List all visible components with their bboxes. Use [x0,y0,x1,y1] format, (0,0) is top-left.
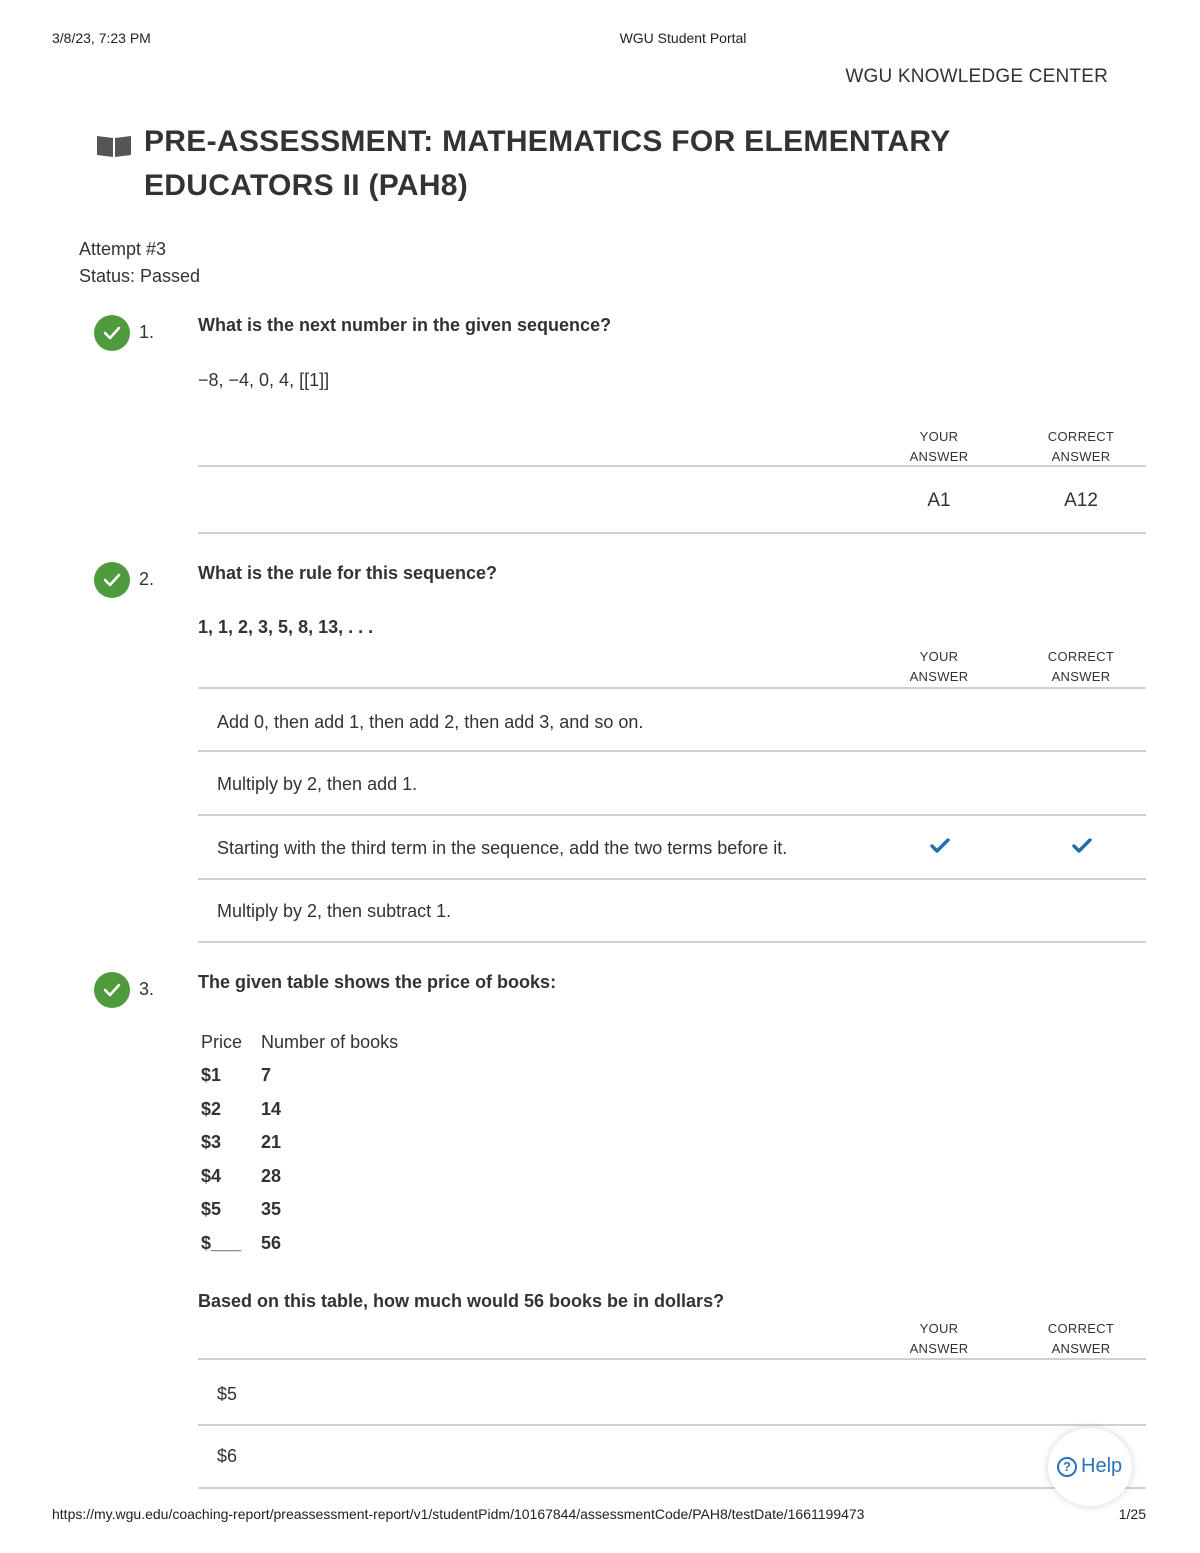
divider [198,941,1146,943]
answer-option: $5 [217,1384,238,1404]
divider [198,465,1146,467]
your-answer-value: A1 [927,490,951,511]
answer-option: $6 [217,1446,238,1466]
attempt-number: Attempt #3 [79,239,167,259]
correct-answer-value: A12 [1064,490,1098,511]
check-circle-icon [94,562,130,598]
check-circle-icon [94,972,130,1008]
table-header: Number of books [261,1031,399,1052]
your-answer-header: YOUR ANSWER [909,1321,969,1356]
table-row: $5 35 [201,1199,282,1220]
correct-answer-header: CORRECT ANSWER [1047,429,1115,464]
question-text: The given table shows the price of books: [198,972,557,992]
answer-option: Starting with the third term in the sequence, add the two terms before it. [217,838,788,858]
page-title [144,120,1036,208]
answer-option: Add 0, then add 1, then add 2, then add 3, and so on. [217,712,644,732]
answer-option: Multiply by 2, then add 1. [217,774,418,794]
question-sequence: 1, 1, 2, 3, 5, 8, 13, . . . [198,617,374,637]
question-prompt: Based on this table, how much would 56 books be in dollars? [198,1291,725,1311]
attempt-info [79,236,200,290]
question-number: 1. [139,322,155,342]
question-circle-icon: ? [1057,1457,1077,1477]
check-circle-icon [94,315,130,351]
divider [198,532,1146,534]
question-text: What is the next number in the given sequence? [198,315,612,335]
divider [198,750,1146,752]
print-url: https://my.wgu.edu/coaching-report/preassessment-report/v1/studentPidm/10167844/assessmentCode/PAH8/testDate/1661199473 [52,1506,865,1522]
your-answer-check-icon [930,838,950,854]
price-table [201,1025,408,1260]
knowledge-center-title[interactable]: WGU KNOWLEDGE CENTER [845,66,1108,87]
your-answer-header: YOUR ANSWER [909,429,969,464]
correct-answer-header: CORRECT ANSWER [1047,649,1115,684]
question-number: 2. [139,569,155,589]
divider [198,1424,1146,1426]
page-title-line2: EDUCATORS II (PAH8) [144,169,469,202]
page-title-line1: PRE-ASSESSMENT: MATHEMATICS FOR ELEMENTARY [144,125,951,158]
print-datetime: 3/8/23, 7:23 PM [52,30,151,46]
print-page-number: 1/25 [1118,1506,1146,1522]
correct-answer-header: CORRECT ANSWER [1047,1321,1115,1356]
divider [198,878,1146,880]
divider [198,1358,1146,1360]
attempt-status: Status: Passed [79,266,201,286]
page-title-block [96,120,1036,208]
question-number: 3. [139,979,155,999]
divider [198,1487,1146,1489]
print-title: WGU Student Portal [619,30,747,46]
correct-answer-check-icon [1072,838,1092,854]
question-text: What is the rule for this sequence? [198,563,498,583]
table-row: $2 14 [201,1098,282,1119]
your-answer-header: YOUR ANSWER [909,649,969,684]
question-sequence: −8, −4, 0, 4, [[1]] [198,370,330,390]
help-button[interactable] [1048,1428,1132,1506]
table-header: Price [201,1031,243,1052]
answer-option: Multiply by 2, then subtract 1. [217,901,452,921]
divider [198,687,1146,689]
table-row: $1 7 [201,1065,272,1086]
table-row: $___ 56 [201,1232,282,1253]
table-row: $3 21 [201,1132,282,1153]
help-label: Help [1081,1455,1123,1477]
table-row: $4 28 [201,1165,282,1186]
book-icon [96,134,132,158]
divider [198,814,1146,816]
